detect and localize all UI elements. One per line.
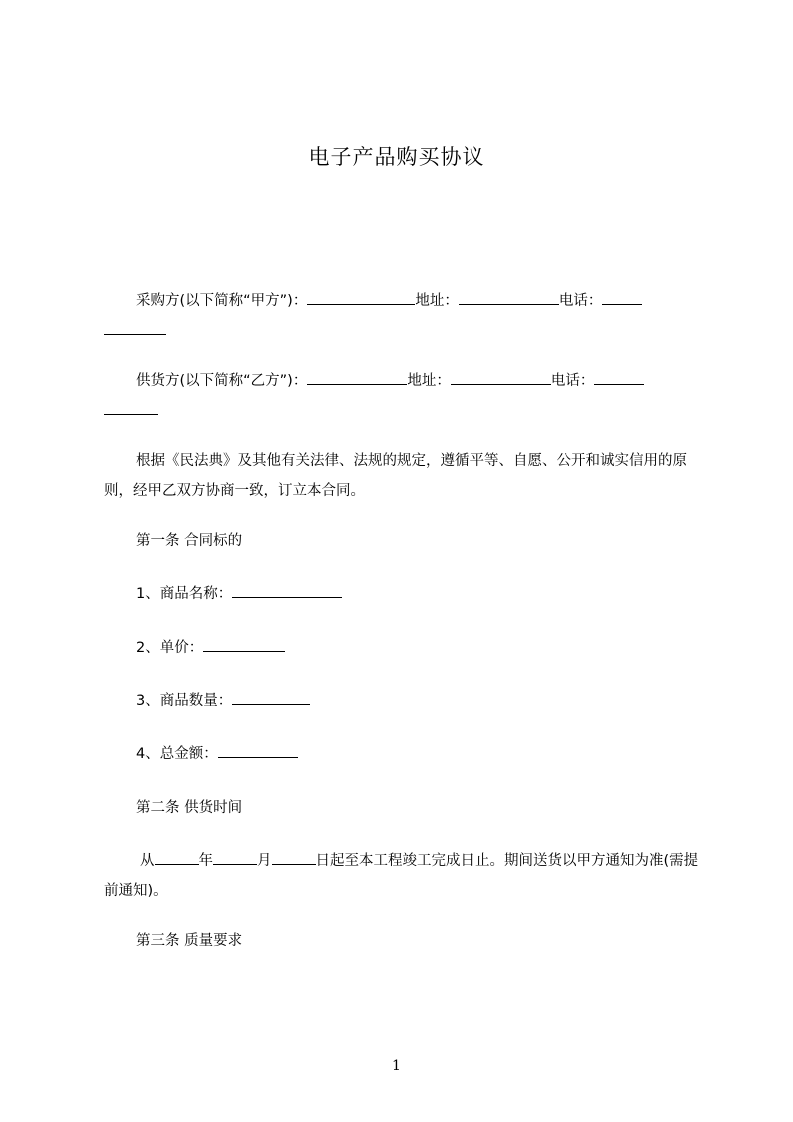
unit-price-blank[interactable] <box>203 637 285 652</box>
from-label: 从 <box>140 853 155 869</box>
party-b-address-blank[interactable] <box>451 370 551 385</box>
month-label: 月 <box>257 853 272 869</box>
party-a-name-blank[interactable] <box>307 290 415 305</box>
supply-time-paragraph <box>104 846 702 906</box>
article1-heading-text: 第一条 合同标的 <box>136 533 243 549</box>
year-blank[interactable] <box>155 850 199 865</box>
party-b-phone-label: 电话： <box>550 373 595 389</box>
product-name-blank[interactable] <box>232 583 342 598</box>
party-b-address-label: 地址： <box>407 373 451 389</box>
party-a-label: 采购方(以下简称“甲方”)： <box>136 293 308 309</box>
party-a-phone-label: 电话： <box>558 293 603 309</box>
article3-heading <box>104 926 702 956</box>
article3-heading-text: 第三条 质量要求 <box>136 933 243 949</box>
party-b-section <box>104 366 702 426</box>
item-quantity-label: 3、商品数量： <box>136 693 233 709</box>
party-b-phone-blank-cont[interactable] <box>104 400 158 415</box>
item-quantity <box>104 686 702 716</box>
party-a-address-label: 地址： <box>415 293 459 309</box>
party-a-address-blank[interactable] <box>459 290 559 305</box>
item-unit-price-label: 2、单价： <box>136 640 204 656</box>
party-b-name-blank[interactable] <box>307 370 407 385</box>
party-b-label: 供货方(以下简称“乙方”)： <box>136 373 308 389</box>
month-blank[interactable] <box>213 850 257 865</box>
item-product-name <box>104 579 702 609</box>
item-product-name-label: 1、商品名称： <box>136 586 233 602</box>
year-label: 年 <box>198 853 213 869</box>
item-total-amount <box>104 739 702 769</box>
item-unit-price <box>104 633 702 663</box>
document-title: 电子产品购买协议 <box>308 145 485 169</box>
page-number: 1 <box>392 1058 401 1074</box>
party-a-phone-blank[interactable] <box>602 290 642 305</box>
day-blank[interactable] <box>272 850 316 865</box>
party-b-phone-blank[interactable] <box>594 370 644 385</box>
total-amount-blank[interactable] <box>218 743 298 758</box>
party-a-phone-blank-cont[interactable] <box>104 320 166 335</box>
day-text: 日起至本工程竣工完成日止。期间送货以甲方通知为准(需提前通知)。 <box>104 853 699 899</box>
article1-heading <box>104 526 702 556</box>
article2-heading <box>104 793 702 823</box>
party-a-section <box>104 286 702 346</box>
quantity-blank[interactable] <box>232 690 310 705</box>
article2-heading-text: 第二条 供货时间 <box>136 800 243 816</box>
preamble-paragraph: 根据《民法典》及其他有关法律、法规的规定，遵循平等、自愿、公开和诚实信用的原则，经甲乙双方协商一致，订立本合同。 <box>104 453 687 499</box>
item-total-amount-label: 4、总金额： <box>136 746 218 762</box>
